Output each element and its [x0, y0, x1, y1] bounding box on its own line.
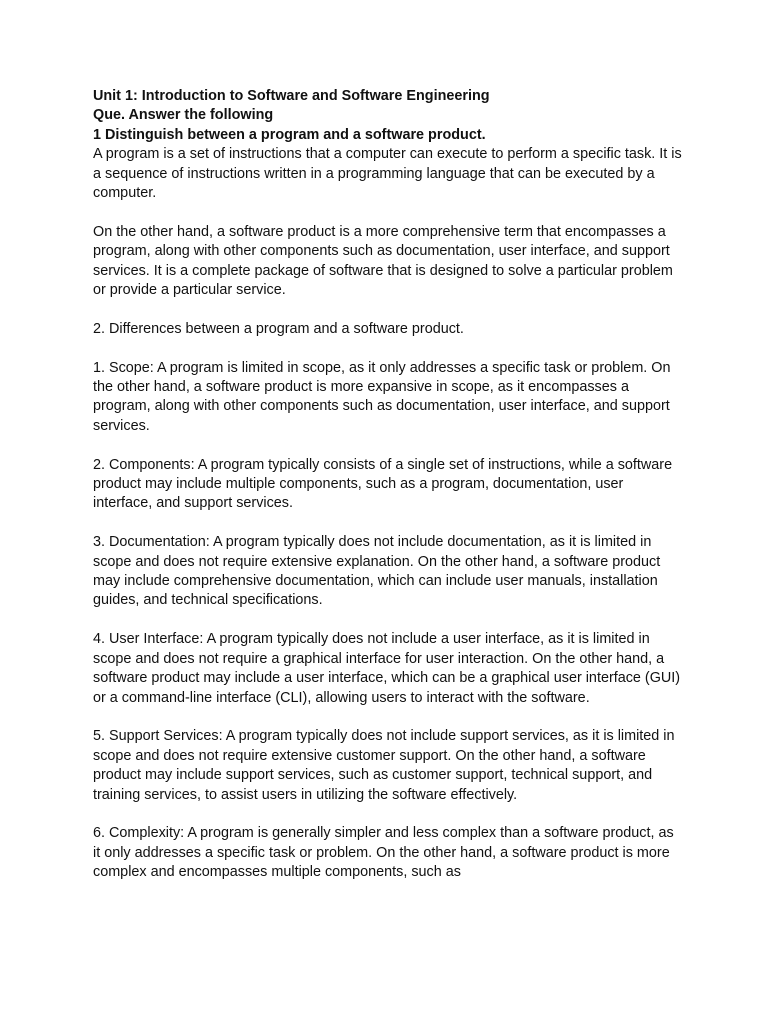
paragraph-program-definition: A program is a set of instructions that a computer can execute to perform a specific task. It is a sequence of instructions written in a programming language that can be executed by a computer. — [93, 146, 682, 202]
question-1-heading: 1 Distinguish between a program and a software product. — [93, 126, 486, 143]
paragraph-software-product-definition: On the other hand, a software product is a more comprehensive term that encompasses a program, along with other components such as documentation, user interface, and support services. It is a complete package of software that is designed to solve a particular problem or provide a particular service. — [93, 223, 673, 299]
document-body — [93, 87, 683, 902]
paragraph-documentation: 3. Documentation: A program typically does not include documentation, as it is limited in scope and does not require extensive explanation. On the other hand, a software product may include comprehensive documentation, which can include user manuals, installation guides, and technical specifications. — [93, 534, 661, 609]
paragraph-user-interface: 4. User Interface: A program typically does not include a user interface, as it is limited in scope and does not require a graphical interface for user interaction. On the other hand, a software product may include a user interface, which can be a graphical user interface (GUI) or a command-line interface (CLI), allowing users to interact with the software. — [93, 631, 681, 706]
question-header: Que. Answer the following — [93, 107, 274, 124]
paragraph-scope: 1. Scope: A program is limited in scope, as it only addresses a specific task or problem. On the other hand, a software product is more expansive in scope, as it encompasses a program, along with other components such as documentation, user interface, and support services. — [93, 359, 671, 434]
paragraph-complexity: 6. Complexity: A program is generally simpler and less complex than a software product, as it only addresses a specific task or problem. On the other hand, a software product is more complex and encompasses multiple components, such as — [93, 825, 674, 881]
unit-title: Unit 1: Introduction to Software and Software Engineering — [93, 88, 490, 104]
paragraph-differences-heading: 2. Differences between a program and a software product. — [93, 320, 464, 337]
paragraph-support-services: 5. Support Services: A program typically does not include support services, as it is limited in scope and does not require extensive customer support. On the other hand, a software product may include support services, such as customer support, technical support, and training services, to assist users in utilizing the software effectively. — [93, 728, 675, 803]
paragraph-components: 2. Components: A program typically consists of a single set of instructions, while a software product may include multiple components, such as a program, documentation, user interface, and support services. — [93, 456, 673, 512]
